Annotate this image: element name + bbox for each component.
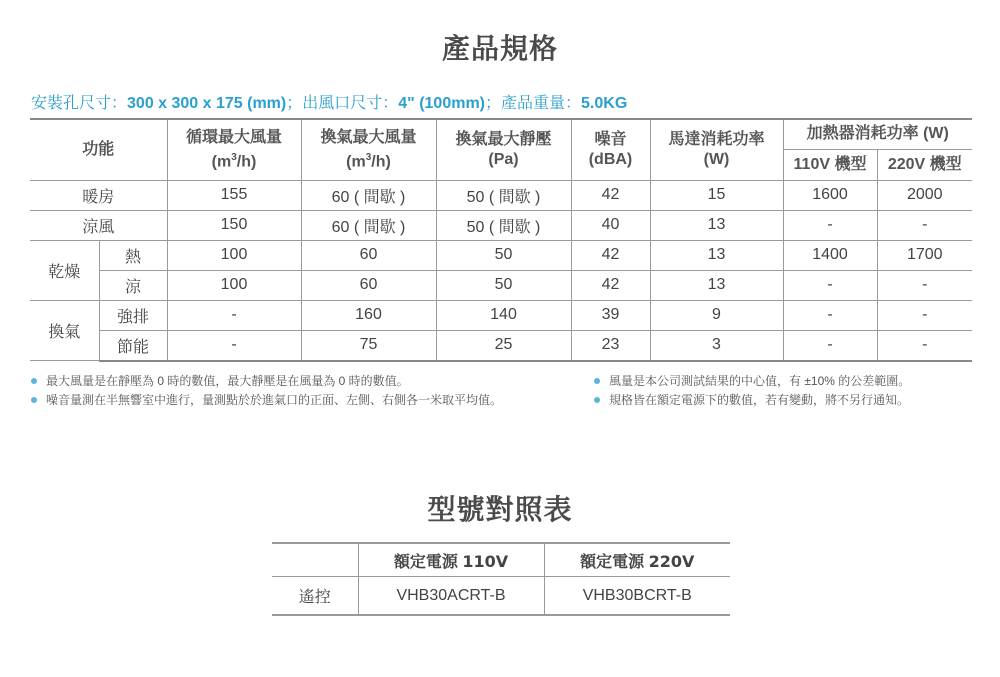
cell-h220: - (877, 270, 972, 300)
cell-noise: 39 (571, 300, 650, 330)
row-group: 乾燥 (30, 240, 99, 300)
hole-value: 300 x 300 x 175 (mm) (127, 95, 287, 112)
cell-circ: 150 (167, 210, 301, 240)
cell-vent: 60 (301, 240, 436, 270)
bullet-icon (31, 378, 37, 384)
header-vent-pressure: 換氣最大靜壓 (Pa) (436, 119, 571, 180)
cell-circ: 100 (167, 270, 301, 300)
row-function: 涼風 (30, 210, 167, 240)
separator: ； (485, 95, 502, 112)
cell-pressure: 50 ( 間歇 ) (436, 210, 571, 240)
table-row (30, 180, 972, 210)
notes-left (31, 372, 502, 410)
cell-pressure: 25 (436, 330, 571, 361)
header-circ-flow: 循環最大風量 $(m^3/h)$ (167, 119, 301, 180)
cell-pressure: 50 (436, 270, 571, 300)
cell-vent: 60 ( 間歇 ) (301, 180, 436, 210)
cell-noise: 42 (571, 180, 650, 210)
cell-noise: 42 (571, 270, 650, 300)
separator: ； (286, 95, 303, 112)
header-vent-flow: 換氣最大風量 $(m^3/h)$ (301, 119, 436, 180)
row-sub: 熱 (99, 240, 167, 270)
spec-table (30, 118, 972, 362)
table-row (30, 210, 972, 240)
model-title: 型號對照表 (427, 494, 573, 525)
cell-h110: 1400 (783, 240, 877, 270)
cell-h220: 1700 (877, 240, 972, 270)
cell-h220: 2000 (877, 180, 972, 210)
weight-label: 產品重量： (501, 95, 582, 112)
cell-vent: 160 (301, 300, 436, 330)
row-label: 遙控 (272, 577, 358, 616)
bullet-icon (31, 397, 37, 403)
cell-h220: - (877, 300, 972, 330)
cell-noise: 42 (571, 240, 650, 270)
weight-value: 5.0KG (581, 95, 628, 112)
note-item: 規格皆在額定電源下的數值，若有變動，將不另行通知。 (594, 391, 910, 410)
spec-title: 產品規格 (441, 33, 558, 64)
notes-right (594, 372, 910, 410)
cell-motor: 13 (650, 210, 783, 240)
table-row (30, 270, 972, 300)
outlet-label: 出風口尺寸： (302, 95, 399, 112)
header-blank (272, 543, 358, 577)
header-noise: 噪音 (dBA) (571, 119, 650, 180)
cell-h110: - (783, 210, 877, 240)
cell-h110: - (783, 330, 877, 361)
cell-noise: 23 (571, 330, 650, 361)
row-sub: 涼 (99, 270, 167, 300)
cell-noise: 40 (571, 210, 650, 240)
cell-motor: 9 (650, 300, 783, 330)
cell-h110: - (783, 300, 877, 330)
header-heater-power: 加熱器消耗功率 (W) (783, 119, 972, 149)
bullet-icon (594, 378, 600, 384)
header-function: 功能 (30, 119, 167, 180)
row-sub: 強排 (99, 300, 167, 330)
table-row (30, 240, 972, 270)
model-110: VHB30ACRT-B (358, 577, 544, 616)
cell-vent: 60 ( 間歇 ) (301, 210, 436, 240)
dimensions-line (31, 90, 627, 113)
cell-motor: 15 (650, 180, 783, 210)
cell-vent: 60 (301, 270, 436, 300)
row-function: 暖房 (30, 180, 167, 210)
model-table (272, 542, 730, 616)
cell-circ: 155 (167, 180, 301, 210)
outlet-value: 4" (100mm) (398, 95, 485, 112)
cell-motor: 13 (650, 270, 783, 300)
cell-h220: - (877, 210, 972, 240)
cell-h110: 1600 (783, 180, 877, 210)
cell-pressure: 50 (436, 240, 571, 270)
cell-circ: - (167, 330, 301, 361)
cell-circ: - (167, 300, 301, 330)
cell-pressure: 50 ( 間歇 ) (436, 180, 571, 210)
note-item: 風量是本公司測試結果的中心值，有 ±10% 的公差範圍。 (594, 372, 910, 391)
model-220: VHB30BCRT-B (544, 577, 730, 616)
row-group: 換氣 (30, 300, 99, 361)
hole-label: 安裝孔尺寸： (31, 95, 128, 112)
cell-motor: 3 (650, 330, 783, 361)
header-110v: 額定電源 110V (358, 543, 544, 577)
table-row (30, 330, 972, 361)
header-220v: 額定電源 220V (544, 543, 730, 577)
cell-h110: - (783, 270, 877, 300)
cell-h220: - (877, 330, 972, 361)
note-item: 噪音量測在半無響室中進行，量測點於於進氣口的正面、左側、右側各一米取平均值。 (31, 391, 502, 410)
cell-pressure: 140 (436, 300, 571, 330)
cell-circ: 100 (167, 240, 301, 270)
note-item: 最大風量是在靜壓為 0 時的數值，最大靜壓是在風量為 0 時的數值。 (31, 372, 502, 391)
table-row (272, 577, 730, 616)
row-sub: 節能 (99, 330, 167, 361)
table-row (30, 300, 972, 330)
header-motor-power: 馬達消耗功率 (W) (650, 119, 783, 180)
header-heater-110: 110V 機型 (783, 149, 877, 180)
cell-motor: 13 (650, 240, 783, 270)
cell-vent: 75 (301, 330, 436, 361)
bullet-icon (594, 397, 600, 403)
header-heater-220: 220V 機型 (877, 149, 972, 180)
